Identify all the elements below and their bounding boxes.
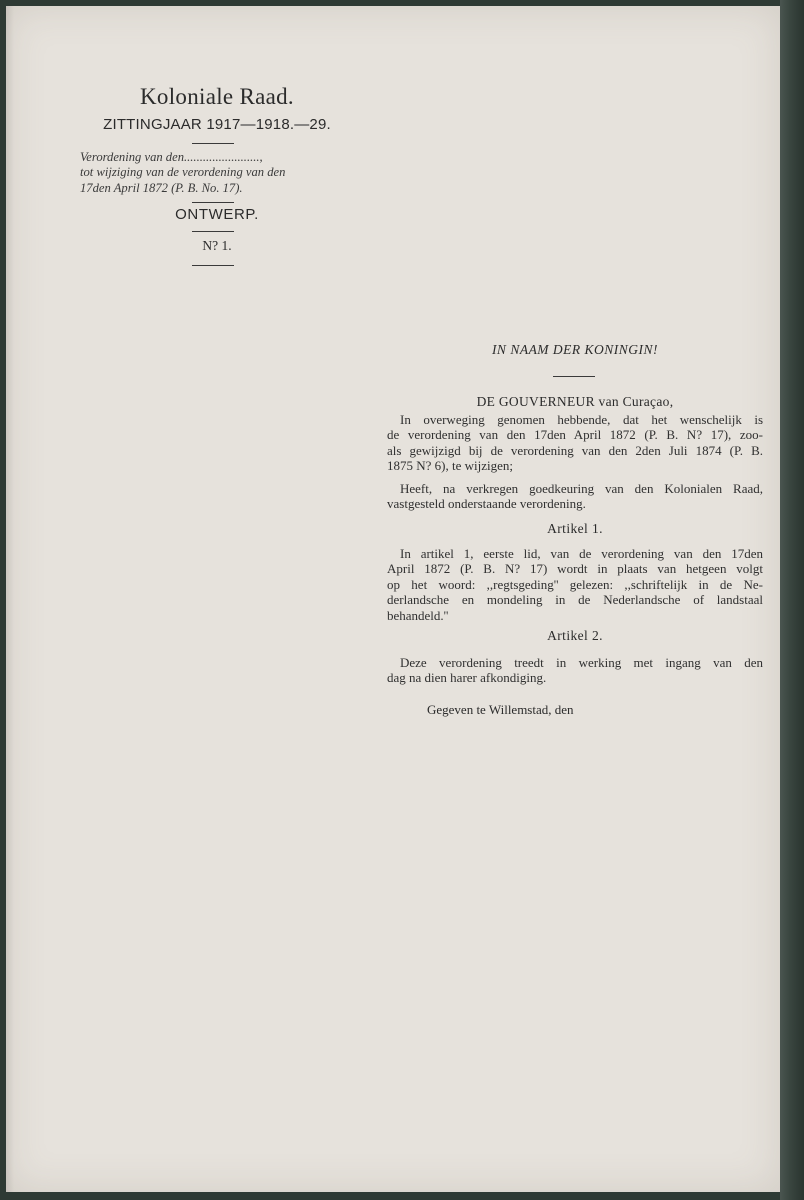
ordinance-description-line-2-text: tot wijziging van de verordening van den — [80, 165, 286, 180]
preamble-paragraph — [387, 412, 763, 474]
divider-rule — [192, 265, 234, 266]
scan-background-edge — [780, 0, 804, 1200]
number-label: N? 1. — [202, 238, 232, 253]
council-title: Koloniale Raad. — [140, 84, 294, 109]
paragraph-line: behandeld.'' — [387, 607, 449, 623]
article-1-paragraph — [387, 546, 763, 623]
page-gutter-shadow — [6, 6, 14, 1192]
paragraph-line: In artikel 1, eerste lid, van de verordening van den 17den — [400, 546, 763, 561]
divider-rule — [192, 202, 234, 203]
invocation: IN NAAM DER KONINGIN! — [491, 342, 659, 357]
paragraph-line: April 1872 (P. B. N? 17) wordt in plaats van hetgeen volgt — [387, 561, 763, 577]
divider-rule — [553, 376, 595, 377]
ordinance-description — [80, 150, 344, 196]
ordinance-description-line-3: 17den April 1872 (P. B. No. 17). — [80, 180, 243, 195]
enactment-paragraph — [387, 481, 763, 512]
paragraph-line: als gewijzigd bij de verordening van den 2den Juli 1874 (P. B. — [387, 442, 763, 458]
paragraph-line: derlandsche en mondeling in de Nederlandsche of landstaal — [387, 592, 763, 608]
article-2-title: Artikel 2. — [547, 628, 603, 643]
paragraph-line: vastgesteld onderstaande verordening. — [387, 496, 586, 512]
paragraph-line: Deze verordening treedt in werking met ingang van den — [400, 655, 763, 670]
paragraph-line: Heeft, na verkregen goedkeuring van den Kolonialen Raad, — [400, 481, 763, 496]
ordinance-description-line-2 — [80, 165, 344, 180]
paragraph-line: de verordening van den 17den April 1872 (P. B. N? 17), zoo- — [387, 427, 763, 443]
divider-rule — [192, 143, 234, 144]
ordinance-description-line-1: Verordening van den........................, — [80, 150, 263, 164]
paragraph-line: In overweging genomen hebbende, dat het wenschelijk is — [400, 412, 763, 427]
given-at-line: Gegeven te Willemstad, den — [427, 702, 574, 717]
governor-heading: DE GOUVERNEUR van Curaçao, — [476, 394, 674, 409]
draft-label: ONTWERP. — [175, 206, 259, 223]
divider-rule — [192, 231, 234, 232]
session-year: ZITTINGJAAR 1917—1918.—29. — [103, 116, 331, 133]
article-1-title: Artikel 1. — [547, 521, 603, 536]
paragraph-line: dag na dien harer afkondiging. — [387, 670, 547, 686]
article-2-paragraph — [387, 655, 763, 686]
paragraph-line: 1875 N? 6), te wijzigen; — [387, 458, 513, 474]
paragraph-line: op het woord: ,,regtsgeding'' gelezen: ,,schriftelijk in de Ne- — [387, 576, 763, 592]
